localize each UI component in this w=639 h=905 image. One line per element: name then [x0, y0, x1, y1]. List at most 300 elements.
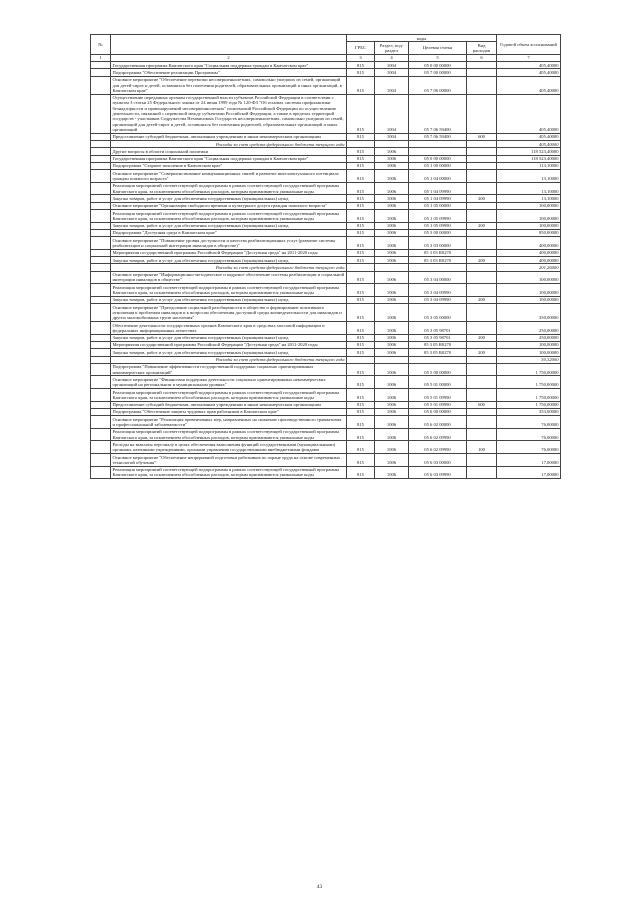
row-exptype: [467, 141, 497, 148]
table-header: [91, 35, 561, 62]
row-num: [91, 296, 111, 303]
row-section: 1006: [375, 271, 409, 284]
row-target: 05 6 02 09990: [409, 428, 467, 441]
table-row: [91, 284, 561, 297]
row-exptype: [467, 202, 497, 209]
row-num: [91, 416, 111, 429]
row-name: Реализация мероприятий соответствующей подпрограммы в рамках соответствующей государственной программы Камчатского края, за исключением обособленных расходов, которым присваиваются уникальные коды: [111, 182, 347, 195]
row-amount: 113,10000: [497, 162, 561, 169]
row-name: Мероприятия государственной программы Российской Федерации "Доступная среда" на 2011-2020 годы: [111, 249, 347, 256]
row-section: [375, 141, 409, 148]
row-num: [91, 222, 111, 229]
row-exptype: 200: [467, 195, 497, 202]
row-amount: 400,00000: [497, 249, 561, 256]
colnum: 6: [467, 54, 497, 61]
header-target: Целевая статья: [409, 42, 467, 55]
row-exptype: [467, 155, 497, 162]
table-row: [91, 170, 561, 183]
row-target: 05 1 00 00000: [409, 162, 467, 169]
table-row: [91, 322, 561, 335]
table-row: [91, 182, 561, 195]
row-name: Государственная программа Камчатского края "Социальная поддержка граждан в Камчатском крае": [111, 155, 347, 162]
row-grbs: 815: [347, 249, 375, 256]
row-name: Мероприятия государственной программы Российской Федерации "Доступная среда" на 2011-2020 годы: [111, 341, 347, 348]
row-name: Реализация мероприятий соответствующей подпрограммы в рамках соответствующей государственной программы Камчатского края, за исключением обособленных расходов, которым присваиваются уникальные коды: [111, 210, 347, 223]
row-grbs: 815: [347, 363, 375, 376]
table-row: [91, 148, 561, 155]
row-grbs: [347, 141, 375, 148]
row-section: 1006: [375, 195, 409, 202]
row-grbs: 815: [347, 222, 375, 229]
row-section: 1004: [375, 133, 409, 140]
row-exptype: [467, 162, 497, 169]
row-amount: 100,00000: [497, 210, 561, 223]
row-amount: 1 750,00000: [497, 376, 561, 389]
row-target: [409, 356, 467, 363]
row-amount: 1 750,00000: [497, 389, 561, 402]
row-amount: 17,00000: [497, 454, 561, 467]
row-exptype: [467, 356, 497, 363]
row-grbs: 815: [347, 76, 375, 94]
row-grbs: 815: [347, 229, 375, 236]
row-amount: 100,00000: [497, 284, 561, 297]
table-row: [91, 195, 561, 202]
row-num: [91, 76, 111, 94]
row-section: 1006: [375, 322, 409, 335]
row-target: 05 1 05 09990: [409, 210, 467, 223]
row-name: Расходы за счет средств федерального бюджета текущего года: [111, 356, 347, 363]
row-amount: 17,00000: [497, 466, 561, 479]
budget-table-page: [90, 34, 560, 479]
row-section: 1006: [375, 155, 409, 162]
row-grbs: 815: [347, 133, 375, 140]
row-name: Основное мероприятие "Повышение уровня доступности и качества реабилитационных услуг (развитие системы реабилитации и социальной интеграции инвалидов в обществе)": [111, 237, 347, 250]
row-name: Закупка товаров, работ и услуг для обеспечения государственных (муниципальных) нужд: [111, 257, 347, 264]
row-num: [91, 334, 111, 341]
row-section: 1006: [375, 304, 409, 322]
row-name: Основное мероприятие "Финансовая поддержка деятельности социально ориентированных некоммерческих организаций на региональном и муниципальном уровнях": [111, 376, 347, 389]
row-exptype: 100: [467, 441, 497, 454]
row-name: Подпрограмма "Старшее поколение в Камчатском крае": [111, 162, 347, 169]
row-exptype: [467, 229, 497, 236]
row-target: 05 0 00 00000: [409, 155, 467, 162]
table-row: [91, 363, 561, 376]
row-num: [91, 237, 111, 250]
row-section: 1006: [375, 210, 409, 223]
header-grbs: ГРБС: [347, 42, 375, 55]
row-target: 05 1 04 09990: [409, 182, 467, 195]
row-exptype: 200: [467, 349, 497, 356]
header-section: Раздел, под-раздел: [375, 42, 409, 55]
row-num: [91, 304, 111, 322]
row-section: 1006: [375, 376, 409, 389]
row-target: 05 6 02 00000: [409, 416, 467, 429]
row-exptype: [467, 466, 497, 479]
row-target: 05 6 03 00000: [409, 454, 467, 467]
row-section: 1006: [375, 349, 409, 356]
row-name: Основное мероприятие "Реализация превентивных мер, направленных на снижение производственного травматизма и профессиональной заболеваемости": [111, 416, 347, 429]
table-row: [91, 466, 561, 479]
row-grbs: 815: [347, 466, 375, 479]
row-grbs: 815: [347, 408, 375, 415]
row-exptype: [467, 249, 497, 256]
row-amount: 405,40000: [497, 69, 561, 76]
row-grbs: 815: [347, 69, 375, 76]
row-name: Подпрограмма "Доступная среда в Камчатском крае": [111, 229, 347, 236]
row-num: [91, 341, 111, 348]
row-exptype: [467, 363, 497, 376]
header-amount: Годовой объем ассигнований: [497, 35, 561, 55]
row-grbs: 815: [347, 162, 375, 169]
row-exptype: [467, 170, 497, 183]
row-num: [91, 210, 111, 223]
table-row: [91, 133, 561, 140]
colnum: 5: [409, 54, 467, 61]
row-target: 05 3 03 00000: [409, 237, 467, 250]
row-name: Подпрограмма "Обеспечение защиты трудовых прав работников в Камчатском крае": [111, 408, 347, 415]
row-exptype: [467, 76, 497, 94]
row-num: [91, 162, 111, 169]
row-num: [91, 62, 111, 69]
row-amount: 201,26000: [497, 264, 561, 271]
row-target: 05 6 02 09990: [409, 441, 467, 454]
row-exptype: 200: [467, 296, 497, 303]
row-num: [91, 141, 111, 148]
row-target: 05 7 06 00000: [409, 76, 467, 94]
table-note-row: [91, 264, 561, 271]
row-amount: 400,00000: [497, 257, 561, 264]
row-num: [91, 69, 111, 76]
row-name: Основное мероприятие "Совершенствование коммуникационных связей и развитие интеллектуального потенциала граждан пожилого возраста": [111, 170, 347, 183]
row-section: 1006: [375, 284, 409, 297]
row-exptype: [467, 454, 497, 467]
row-grbs: 815: [347, 428, 375, 441]
row-target: 05 1 05 09990: [409, 222, 467, 229]
table-body: [91, 62, 561, 479]
row-name: Основное мероприятие "Обеспечение перевозки несовершеннолетних, самовольно ушедших из семей, организаций для детей-сирот и детей, оставшихся без попечения родителей, образовательных организаций и иных организаций, в Камчатском крае": [111, 76, 347, 94]
row-amount: 850,00000: [497, 229, 561, 236]
row-target: 05 3 05 98701: [409, 334, 467, 341]
row-exptype: [467, 428, 497, 441]
row-amount: 405,40000: [497, 62, 561, 69]
row-target: 05 1 04 09990: [409, 195, 467, 202]
row-amount: 250,00000: [497, 334, 561, 341]
row-target: 05 7 06 59400: [409, 133, 467, 140]
row-section: 1006: [375, 162, 409, 169]
row-exptype: [467, 237, 497, 250]
row-target: 05 5 01 00000: [409, 376, 467, 389]
row-amount: 13,10000: [497, 170, 561, 183]
row-exptype: [467, 322, 497, 335]
row-exptype: 200: [467, 257, 497, 264]
table-row: [91, 76, 561, 94]
row-exptype: [467, 271, 497, 284]
row-grbs: 815: [347, 195, 375, 202]
row-grbs: 815: [347, 349, 375, 356]
row-exptype: [467, 62, 497, 69]
row-target: 05 7 00 00000: [409, 69, 467, 76]
row-target: 05 3 04 00000: [409, 271, 467, 284]
row-target: 05 1 05 00000: [409, 202, 467, 209]
row-grbs: 815: [347, 441, 375, 454]
row-target: [409, 148, 467, 155]
row-grbs: 815: [347, 148, 375, 155]
row-amount: 118 523,40000: [497, 155, 561, 162]
row-exptype: [467, 341, 497, 348]
row-target: 05 3 04 09990: [409, 296, 467, 303]
row-num: [91, 94, 111, 133]
row-exptype: [467, 284, 497, 297]
row-grbs: 815: [347, 322, 375, 335]
row-exptype: [467, 304, 497, 322]
table-row: [91, 210, 561, 223]
row-num: [91, 401, 111, 408]
row-num: [91, 376, 111, 389]
row-name: Предоставление субсидий бюджетным, автономным учреждениям и иным некоммерческим организациям: [111, 133, 347, 140]
row-grbs: 815: [347, 284, 375, 297]
row-exptype: [467, 376, 497, 389]
row-section: 1006: [375, 170, 409, 183]
row-section: 1006: [375, 341, 409, 348]
row-name: Реализация мероприятий соответствующей подпрограммы в рамках соответствующей государственной программы Камчатского края, за исключением обособленных расходов, которым присваиваются уникальные коды: [111, 284, 347, 297]
header-num: №: [91, 35, 111, 55]
row-name: Основное мероприятие "Обеспечение непрерывной подготовки работников по охране труда на основе современных технологий обучения": [111, 454, 347, 467]
row-grbs: 815: [347, 62, 375, 69]
row-target: 05 3 05 R0270: [409, 341, 467, 348]
header-name: [111, 35, 347, 55]
row-grbs: 815: [347, 202, 375, 209]
row-num: [91, 454, 111, 467]
row-section: 1006: [375, 257, 409, 264]
row-num: [91, 363, 111, 376]
row-section: 1006: [375, 401, 409, 408]
row-name: Расходы за счет средств федерального бюджета текущего года: [111, 264, 347, 271]
row-amount: 76,00000: [497, 416, 561, 429]
row-section: 1006: [375, 202, 409, 209]
colnum: 4: [375, 54, 409, 61]
row-section: 1006: [375, 249, 409, 256]
row-target: 05 6 00 00000: [409, 408, 467, 415]
row-section: 1006: [375, 466, 409, 479]
row-grbs: 815: [347, 155, 375, 162]
table-row: [91, 94, 561, 133]
row-target: 05 5 01 09990: [409, 389, 467, 402]
row-section: 1006: [375, 363, 409, 376]
row-section: 1006: [375, 237, 409, 250]
row-amount: 100,00000: [497, 341, 561, 348]
row-exptype: [467, 416, 497, 429]
row-amount: 50,32000: [497, 356, 561, 363]
row-name: Подпрограмма "Повышение эффективности государственной поддержки социально ориентированных некоммерческих организаций": [111, 363, 347, 376]
row-name: Государственная программа Камчатского края "Социальная поддержка граждан в Камчатском крае": [111, 62, 347, 69]
row-section: 1006: [375, 296, 409, 303]
row-amount: 13,10000: [497, 195, 561, 202]
row-target: 05 6 03 09990: [409, 466, 467, 479]
table-row: [91, 202, 561, 209]
row-section: 1006: [375, 416, 409, 429]
row-amount: 13,10000: [497, 182, 561, 195]
row-target: 05 1 04 00000: [409, 170, 467, 183]
row-num: [91, 428, 111, 441]
row-num: [91, 271, 111, 284]
row-num: [91, 249, 111, 256]
row-target: 05 3 05 00000: [409, 304, 467, 322]
table-row: [91, 334, 561, 341]
row-num: [91, 441, 111, 454]
row-target: 05 3 05 R0270: [409, 349, 467, 356]
table-note-row: [91, 356, 561, 363]
row-grbs: 815: [347, 170, 375, 183]
row-grbs: [347, 264, 375, 271]
row-name: Осуществление переданных органам государственной власти субъектов Российской Федерации в соответствии с пунктом 3 статьи 25 Федерального закона от 24 июня 1999 года № 120-ФЗ "Об основах системы профилактики безнадзорности и правонарушений несовершеннолетних" полномочий Российской Федерации по осуществлению деятельности, связанной с перевозкой между субъектами Российской Федерации, а также в пределах территорий государств - участников Содружества Независимых Государств несовершеннолетних, самовольно ушедших из семей, организаций для детей-сирот и детей, оставшихся без попечения родителей, образовательных организаций и иных организаций: [111, 94, 347, 133]
row-grbs: 815: [347, 304, 375, 322]
row-target: [409, 264, 467, 271]
row-section: 1006: [375, 229, 409, 236]
table-row: [91, 304, 561, 322]
row-target: 05 3 00 00000: [409, 229, 467, 236]
row-num: [91, 229, 111, 236]
row-num: [91, 264, 111, 271]
row-exptype: [467, 408, 497, 415]
row-name: Закупка товаров, работ и услуг для обеспечения государственных (муниципальных) нужд: [111, 334, 347, 341]
table-row: [91, 237, 561, 250]
row-grbs: 815: [347, 296, 375, 303]
row-num: [91, 322, 111, 335]
row-name: Расходы за счет средств федерального бюджета текущего года: [111, 141, 347, 148]
table-row: [91, 376, 561, 389]
row-exptype: 200: [467, 222, 497, 229]
row-section: 1006: [375, 182, 409, 195]
table-row: [91, 69, 561, 76]
row-name: Закупка товаров, работ и услуг для обеспечения государственных (муниципальных) нужд: [111, 195, 347, 202]
row-target: 05 3 05 98701: [409, 322, 467, 335]
row-name: Расходы на выплаты персоналу в целях обеспечения выполнения функций государственными (муниципальными) органами, казенными учреждениями, органами управления государственными внебюджетными фондами: [111, 441, 347, 454]
row-num: [91, 182, 111, 195]
row-amount: 250,00000: [497, 322, 561, 335]
row-section: [375, 264, 409, 271]
row-num: [91, 356, 111, 363]
row-num: [91, 170, 111, 183]
row-grbs: [347, 356, 375, 363]
table-row: [91, 62, 561, 69]
row-section: 1006: [375, 454, 409, 467]
row-amount: 1 750,00000: [497, 401, 561, 408]
table-row: [91, 416, 561, 429]
row-name: Предоставление субсидий бюджетным, автономным учреждениям и иным некоммерческим организациям: [111, 401, 347, 408]
row-name: Закупка товаров, работ и услуг для обеспечения государственных (муниципальных) нужд: [111, 296, 347, 303]
row-grbs: 815: [347, 389, 375, 402]
row-exptype: [467, 94, 497, 133]
row-section: 1004: [375, 69, 409, 76]
row-name: Реализация мероприятий соответствующей подпрограммы в рамках соответствующей государственной программы Камчатского края, за исключением обособленных расходов, которым присваиваются уникальные коды: [111, 428, 347, 441]
row-num: [91, 155, 111, 162]
table-row: [91, 162, 561, 169]
row-name: Закупка товаров, работ и услуг для обеспечения государственных (муниципальных) нужд: [111, 222, 347, 229]
row-section: [375, 356, 409, 363]
table-row: [91, 155, 561, 162]
row-target: 05 5 00 00000: [409, 363, 467, 376]
row-target: 05 3 04 09990: [409, 284, 467, 297]
row-exptype: [467, 148, 497, 155]
table-row: [91, 229, 561, 236]
row-section: 1004: [375, 94, 409, 133]
row-grbs: 815: [347, 257, 375, 264]
row-name: Реализация мероприятий соответствующей подпрограммы в рамках соответствующей государственной программы Камчатского края, за исключением обособленных расходов, которым присваиваются уникальные коды: [111, 389, 347, 402]
table-note-row: [91, 141, 561, 148]
table-row: [91, 389, 561, 402]
row-grbs: 815: [347, 334, 375, 341]
table-row: [91, 341, 561, 348]
row-grbs: 815: [347, 182, 375, 195]
row-amount: 405,40000: [497, 133, 561, 140]
row-exptype: [467, 210, 497, 223]
row-section: 1006: [375, 334, 409, 341]
row-num: [91, 466, 111, 479]
row-grbs: 815: [347, 454, 375, 467]
row-amount: 118 523,40000: [497, 148, 561, 155]
row-amount: 76,00000: [497, 428, 561, 441]
row-num: [91, 195, 111, 202]
header-colnums: [91, 54, 561, 61]
row-num: [91, 389, 111, 402]
row-target: [409, 141, 467, 148]
row-grbs: 815: [347, 94, 375, 133]
row-amount: 100,00000: [497, 349, 561, 356]
row-name: Другие вопросы в области социальной политики: [111, 148, 347, 155]
table-row: [91, 249, 561, 256]
row-amount: 100,00000: [497, 271, 561, 284]
colnum: 7: [497, 54, 561, 61]
row-grbs: 815: [347, 376, 375, 389]
row-num: [91, 257, 111, 264]
row-exptype: [467, 69, 497, 76]
row-name: Обеспечение деятельности государственных органов Камчатского края в средствах массовой информации и федеральных информационных агентствах: [111, 322, 347, 335]
row-num: [91, 408, 111, 415]
row-amount: 405,40000: [497, 76, 561, 94]
row-amount: 400,00000: [497, 237, 561, 250]
row-exptype: [467, 264, 497, 271]
row-num: [91, 148, 111, 155]
row-target: 05 5 01 09990: [409, 401, 467, 408]
row-grbs: 815: [347, 341, 375, 348]
row-target: 05 0 00 00000: [409, 62, 467, 69]
row-grbs: 815: [347, 210, 375, 223]
row-amount: 405,40000: [497, 141, 561, 148]
colnum: 2: [111, 54, 347, 61]
table-row: [91, 441, 561, 454]
row-num: [91, 202, 111, 209]
row-grbs: 815: [347, 237, 375, 250]
row-section: 1006: [375, 222, 409, 229]
row-exptype: 600: [467, 133, 497, 140]
table-row: [91, 408, 561, 415]
row-name: Закупка товаров, работ и услуг для обеспечения государственных (муниципальных) нужд: [111, 349, 347, 356]
table-row: [91, 257, 561, 264]
row-num: [91, 133, 111, 140]
colnum: 3: [347, 54, 375, 61]
table-row: [91, 222, 561, 229]
table-row: [91, 454, 561, 467]
row-amount: 1 750,00000: [497, 363, 561, 376]
row-amount: 76,00000: [497, 441, 561, 454]
budget-table: [90, 34, 561, 479]
row-grbs: 815: [347, 416, 375, 429]
row-amount: 100,00000: [497, 222, 561, 229]
row-grbs: 815: [347, 401, 375, 408]
row-section: 1006: [375, 389, 409, 402]
table-row: [91, 428, 561, 441]
row-amount: 100,00000: [497, 202, 561, 209]
